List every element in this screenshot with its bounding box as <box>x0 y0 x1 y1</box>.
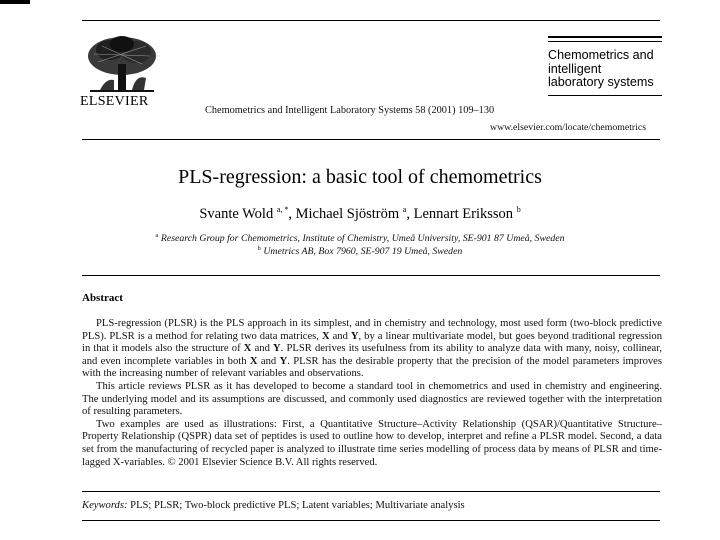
abstract-paragraph <box>82 381 662 419</box>
journal-citation: Chemometrics and Intelligent Laboratory Systems 58 (2001) 109–130 <box>205 105 495 116</box>
abstract-bold-term: Y <box>273 343 281 355</box>
section-rule <box>82 275 660 276</box>
journal-url-link[interactable]: www.elsevier.com/locate/chemometrics <box>490 122 647 133</box>
abstract-bold-term: X <box>321 330 330 342</box>
affiliation-mark: b <box>257 245 261 252</box>
abstract-text: PLS-regression (PLSR) is the PLS approach in its simplest, and in chemistry and technology, most used form (two-block predictive PLS). PLSR is a method for relating two data matrices, <box>82 318 662 342</box>
corner-mark <box>0 0 30 4</box>
author-affiliation-mark: a <box>402 205 407 214</box>
abstract-bold-term: Y <box>350 330 359 342</box>
masthead-rule <box>548 36 662 38</box>
keywords-label: Keywords: <box>82 500 128 511</box>
keywords <box>82 500 465 511</box>
author-name[interactable]: Michael Sjöström <box>295 206 400 222</box>
section-rule <box>82 491 660 492</box>
top-rule <box>82 20 660 21</box>
abstract-text: This article reviews PLSR as it has developed to become a standard tool in chemometrics and used in chemistry and engineering. The underlying model and its assumptions are discussed, and commonly used diagnostics are reviewed together with the interpretation of resulting parameters. <box>82 380 662 418</box>
abstract-text: , by a linear multivariate model, but goes beyond traditional regression in that it models also the structure of <box>82 330 663 355</box>
author-name[interactable]: Lennart Eriksson <box>413 206 514 222</box>
author-name[interactable]: Svante Wold <box>199 206 274 222</box>
affiliation <box>0 232 720 244</box>
article-title: PLS-regression: a basic tool of chemometrics <box>178 166 542 188</box>
abstract-text: and <box>251 343 274 355</box>
publisher-name: ELSEVIER <box>80 94 149 109</box>
section-rule <box>82 520 660 521</box>
abstract-bold-term: X <box>249 355 258 367</box>
header-rule <box>82 139 660 140</box>
journal-title-line: intelligent <box>548 61 602 76</box>
author-affiliation-mark: a, * <box>276 205 289 214</box>
masthead-rule <box>548 95 662 96</box>
affiliation-text: Research Group for Chemometrics, Institute of Chemistry, Umeå University, SE-901 87 Umeå, Sweden <box>160 233 565 244</box>
affiliation-text: Umetrics AB, Box 7960, SE-907 19 Umeå, Sweden <box>263 246 463 257</box>
author-affiliation-mark: b <box>516 205 521 214</box>
author-separator: , <box>288 206 296 222</box>
abstract-text: Two examples are used as illustrations: First, a Quantitative Structure–Activity Relationship (QSAR)/Quantitative Structure–Property Relationship (QSPR) data set of peptides is used to outline how to develop, interpret and refine a PLSR model. Second, a data set from the manufacturing of recycled paper is analyzed to illustrate time series modelling of process data by means of PLSR and time-lagged X-variables. © 2001 Elsevier Science B.V. All rights reserved. <box>82 418 662 468</box>
abstract-paragraph <box>82 318 662 381</box>
journal-masthead <box>548 36 662 96</box>
journal-title-line: Chemometrics and <box>548 48 654 62</box>
abstract-paragraph <box>82 419 662 469</box>
journal-title-line: laboratory systems <box>548 75 654 90</box>
abstract-bold-term: Y <box>279 355 288 367</box>
author-separator: , <box>406 206 414 222</box>
author-list <box>0 205 720 223</box>
abstract-text: and <box>329 330 351 342</box>
abstract-text: . PLSR has the desirable property that the precision of the model parameters improves with the increasing number of relevant variables and observations. <box>82 355 663 380</box>
affiliation-mark: a <box>155 232 159 239</box>
keywords-text: PLS; PLSR; Two-block predictive PLS; Latent variables; Multivariate analysis <box>130 500 465 511</box>
journal-title <box>548 49 662 90</box>
abstract-bold-term: X <box>243 343 252 355</box>
abstract-heading: Abstract <box>82 292 123 304</box>
abstract-text: . PLSR derives its usefulness from its ability to analyze data with many, noisy, collinear, and even incomplete variables in both <box>82 343 662 367</box>
abstract-text: and <box>257 355 280 367</box>
abstract-body <box>82 318 662 469</box>
affiliation <box>0 245 720 257</box>
masthead-rule <box>548 41 662 42</box>
